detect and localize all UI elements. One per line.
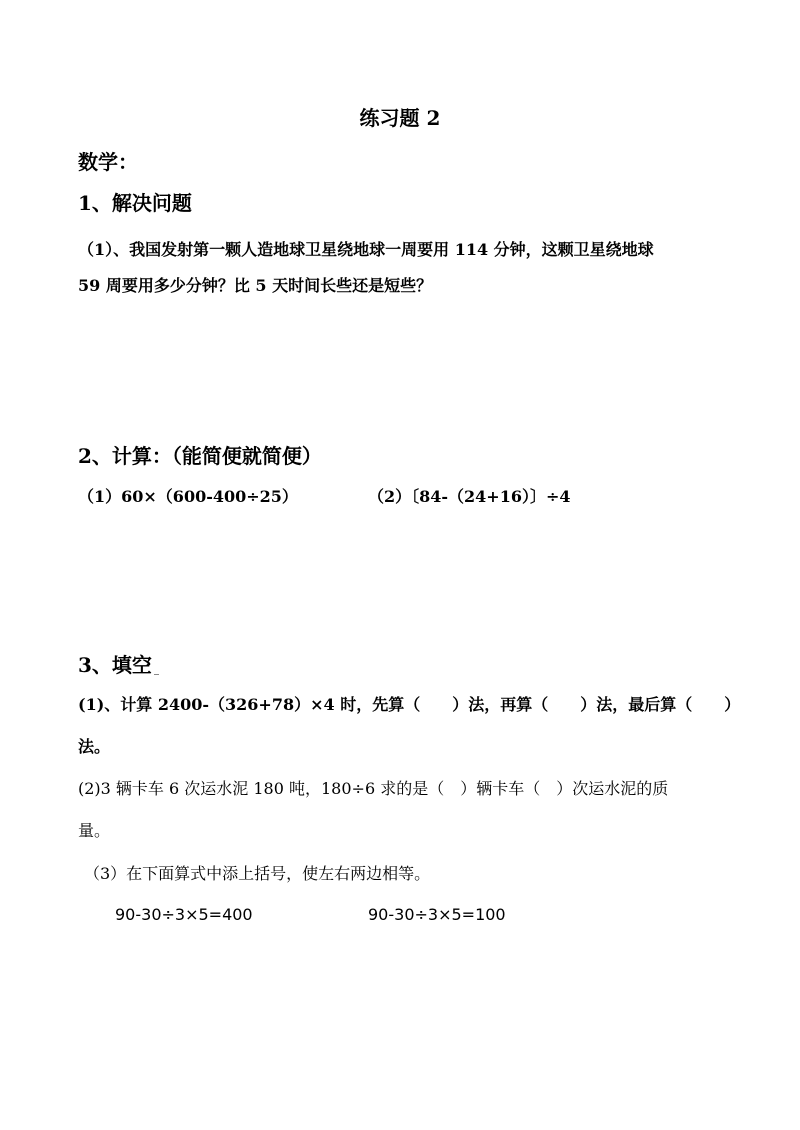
fill-blank-2-line-1: (2)3 辆卡车 6 次运水泥 180 吨，180÷6 求的是（ ）辆卡车（ ）次运水泥的质 [78,779,669,798]
fill-blank-1-line-2: 法。 [78,737,111,756]
equation-1: 90-30÷3×5=400 [115,905,253,924]
problem-1-text-line-2: 59 周要用多少分钟？比 5 天时间长些还是短些？ [78,276,433,295]
calculation-1: （1）60×（600-400÷25） [78,487,298,506]
text-marker-mark [154,674,159,675]
section-2-heading: 2、计算：（能简便就简便） [78,444,322,468]
page-title: 练习题 2 [359,106,441,130]
section-1-heading: 1、解决问题 [78,191,192,215]
problem-1-text-line-1: （1）、我国发射第一颗人造地球卫星绕地球一周要用 114 分钟，这颗卫星绕地球 [78,240,654,259]
subject-heading: 数学： [78,150,138,174]
section-3-heading-text: 3、填空 [78,653,152,677]
calculation-2: （2）〔84-（24+16）〕÷4 [368,487,571,506]
fill-blank-2-line-2: 量。 [78,821,111,840]
equation-2: 90-30÷3×5=100 [368,905,506,924]
fill-blank-3-instruction: （3）在下面算式中添上括号，使左右两边相等。 [84,864,431,883]
section-3-heading [78,655,159,675]
fill-blank-1-line-1: (1)、计算 2400-（326+78）×4 时，先算（ ）法，再算（ ）法，最后算（ ） [78,695,741,714]
